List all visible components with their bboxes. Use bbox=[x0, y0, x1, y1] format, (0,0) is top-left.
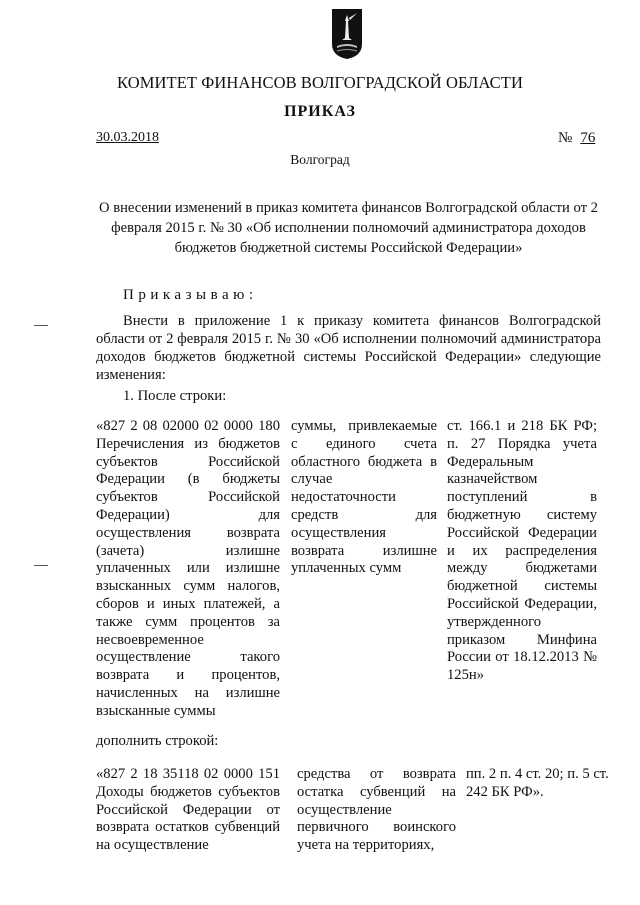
row1-basis: ст. 166.1 и 218 БК РФ; п. 27 Порядка учета Федеральным казначейством поступлений в бюджетную систему Российской Федерации и их распределения между бюджетами бюджетной системы Российской Федерации, утвержденного приказом Минфина России от 18.12.2013 № 125н» bbox=[447, 418, 597, 684]
document-subject: О внесении изменений в приказ комитета финансов Волгоградской области от 2 февраля 2015 г. № 30 «Об исполнении полномочий администратора доходов бюджетов бюджетной системы Российской Федерации» bbox=[99, 200, 598, 256]
margin-mark bbox=[34, 325, 48, 326]
main-paragraph: Внести в приложение 1 к приказу комитета финансов Волгоградской области от 2 февраля 2015 г. № 30 «Об исполнении полномочий администратора доходов бюджетов бюджетной системы Российской Федерации» следующие изменения: bbox=[96, 313, 601, 383]
number-value: 76 bbox=[580, 130, 596, 146]
organization-title: КОМИТЕТ ФИНАНСОВ ВОЛГОГРАДСКОЙ ОБЛАСТИ bbox=[117, 73, 523, 92]
item-1-heading: 1. После строки: bbox=[123, 388, 227, 404]
document-number bbox=[558, 130, 595, 147]
document-date: 30.03.2018 bbox=[96, 130, 159, 145]
margin-mark bbox=[34, 565, 48, 566]
row1-description: суммы, привлекаемые с единого счета областного бюджета в случае недостаточности средств для осуществления возврата излишне уплаченных сумм bbox=[291, 418, 437, 577]
row1-code-name: «827 2 08 02000 02 0000 180 Перечисления из бюджетов субъектов Российской Федерации (в бюджеты субъектов Российской Федерации) для осуществления возврата (зачета) излишне уплаченных или излишне взысканных сумм налогов, сборов и иных платежей, а также сумм процентов за несвоевременное осуществление такого возврата и процентов, начисленных на излишне взысканные суммы bbox=[96, 418, 280, 719]
supplement-heading: дополнить строкой: bbox=[96, 733, 219, 749]
number-label: № bbox=[558, 130, 573, 146]
city: Волгоград bbox=[290, 152, 350, 167]
row2-description: средства от возврата остатка субвенций на осуществление первичного воинского учета на территориях, bbox=[297, 766, 456, 854]
row2-code-name: «827 2 18 35118 02 0000 151 Доходы бюджетов субъектов Российской Федерации от возврата остатков субвенций на осуществление bbox=[96, 766, 280, 854]
row2-basis: пп. 2 п. 4 ст. 20; п. 5 ст. 242 БК РФ». bbox=[466, 766, 609, 800]
document-type: ПРИКАЗ bbox=[284, 103, 356, 120]
coat-of-arms-emblem bbox=[331, 8, 363, 60]
order-word: Приказываю: bbox=[123, 287, 258, 303]
